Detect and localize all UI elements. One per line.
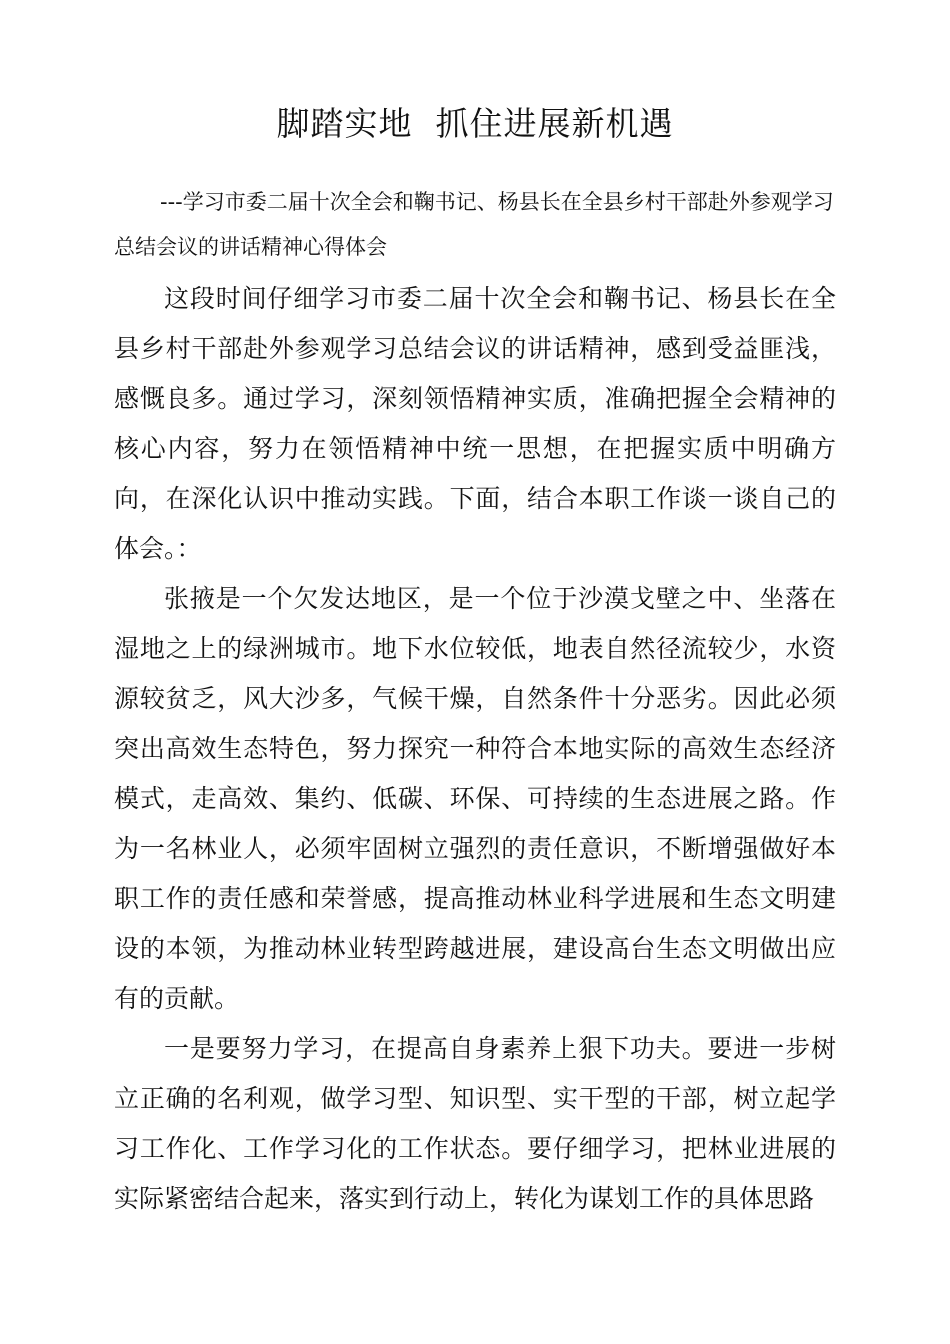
body-paragraph: 张掖是一个欠发达地区，是一个位于沙漠戈壁之中、坐落在湿地之上的绿洲城市。地下水位较低，地表自然径流较少，水资源较贫乏，风大沙多，气候干燥，自然条件十分恶劣。因此必须突出高效生态特色，努力探究一种符合本地实际的高效生态经济模式，走高效、集约、低碳、环保、可持续的生态进展之路。作为一名林业人，必须牢固树立强烈的责任意识，不断增强做好本职工作的责任感和荣誉感，提高推动林业科学进展和生态文明建设的本领，为推动林业转型跨越进展，建设高台生态文明做出应有的贡献。: [114, 584, 836, 1013]
document-subtitle: ---学习市委二届十次全会和鞠书记、杨县长在全县乡村干部赴外参观学习总结会议的讲话精神心得体会: [114, 190, 834, 259]
document-title: 脚踏实地 抓住进展新机遇: [276, 104, 674, 143]
body-paragraph: 这段时间仔细学习市委二届十次全会和鞠书记、杨县长在全县乡村干部赴外参观学习总结会议的讲话精神，感到受益匪浅，感慨良多。通过学习，深刻领悟精神实质，准确把握全会精神的核心内容，努力在领悟精神中统一思想，在把握实质中明确方向，在深化认识中推动实践。下面，结合本职工作谈一谈自己的体会。：: [114, 284, 836, 563]
document-body: [114, 274, 836, 1224]
body-paragraph: 一是要努力学习，在提高自身素养上狠下功夫。要进一步树立正确的名利观，做学习型、知识型、实干型的干部，树立起学习工作化、工作学习化的工作状态。要仔细学习，把林业进展的实际紧密结合起来，落实到行动上，转化为谋划工作的具体思路: [114, 1034, 836, 1213]
